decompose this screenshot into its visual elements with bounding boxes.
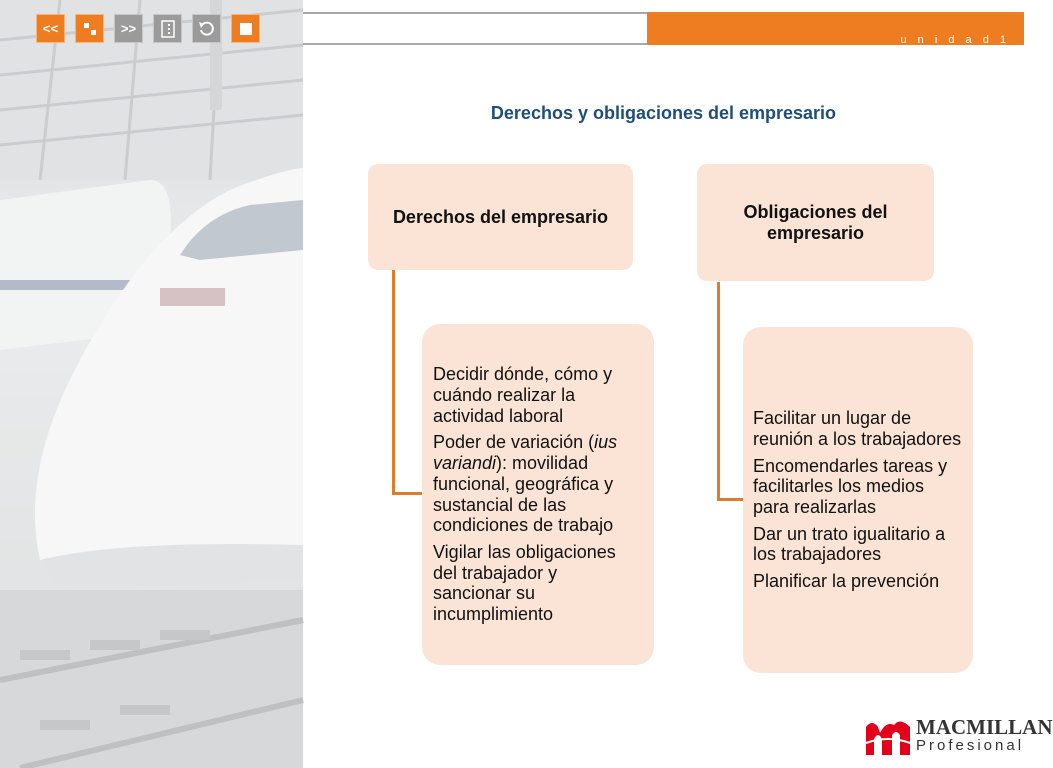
logo-mark-icon [864, 715, 914, 757]
obligations-item: Encomendarles tareas y facilitarles los medios para realizarlas [753, 455, 948, 517]
rights-detail-box [422, 324, 654, 665]
obligations-heading-box [697, 164, 934, 281]
left-connector-line [392, 270, 424, 495]
next-button[interactable]: >> [114, 14, 143, 43]
index-button[interactable] [75, 14, 104, 43]
obligations-item: Facilitar un lugar de reunión a los trabajadores [753, 408, 962, 449]
header-bar [303, 12, 647, 45]
slide-title: Derechos y obligaciones del empresario [490, 103, 837, 123]
unit-label: u n i d a d 1 [900, 34, 1010, 46]
list-icon [160, 20, 176, 38]
right-connector-line [717, 282, 745, 501]
rights-heading: Derechos del empresario [392, 206, 609, 227]
header-accent-bar [647, 12, 1024, 45]
train-photo [0, 0, 303, 768]
previous-button[interactable]: << [36, 14, 65, 43]
rights-item: Vigilar las obligaciones del trabajador y sancionar su incumplimiento [433, 541, 616, 624]
stop-button[interactable] [231, 14, 260, 43]
obligations-item: Dar un trato igualitario a los trabajadores [753, 523, 946, 565]
obligations-item: Planificar la prevención [753, 571, 940, 592]
train-illustration [0, 0, 303, 768]
logo-name: MACMILLAN [916, 715, 1053, 739]
rights-heading-box [368, 164, 633, 270]
rights-item: Decidir dónde, cómo y cuándo realizar la actividad laboral [433, 364, 613, 426]
macmillan-logo [864, 713, 1053, 758]
navigation-toolbar [36, 14, 260, 43]
stop-square-icon [239, 22, 253, 36]
logo-subtitle: Profesional [916, 737, 1025, 754]
grid-dots-icon [82, 21, 98, 37]
back-button[interactable] [192, 14, 221, 43]
menu-button[interactable] [153, 14, 182, 43]
rights-item-ius-variandi: Poder de variación (ius variandi): movilidad funcional, geográfica y sustancial de las condiciones de trabajo [433, 432, 618, 536]
undo-arrow-icon [198, 20, 216, 38]
obligations-heading: Obligaciones del empresario [743, 201, 888, 243]
obligations-detail-box [743, 327, 973, 673]
